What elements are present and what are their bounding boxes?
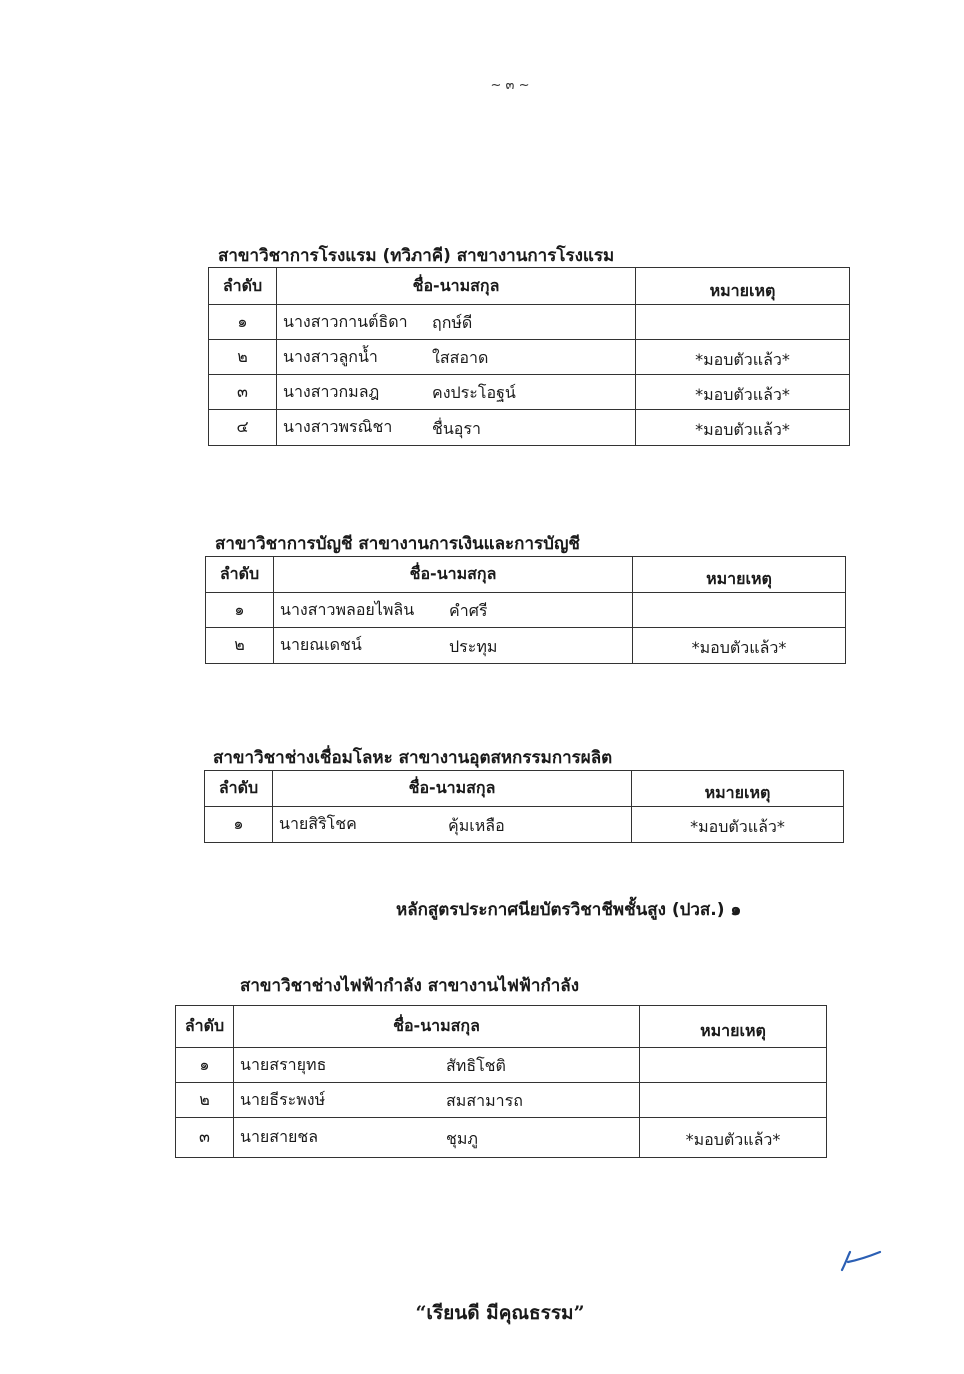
row-name [277,375,636,410]
row-no: ๒ [206,628,274,664]
table-electrical [175,1005,827,1158]
header-no: ลำดับ [209,268,277,305]
table-row [209,340,850,375]
first-name: นางสาวลูกน้ำ [283,346,378,366]
row-remark [633,593,846,628]
last-name: ชื่นอุรา [432,418,481,438]
row-name [277,305,636,340]
header-no: ลำดับ [205,771,273,807]
row-remark: *มอบตัวแล้ว* [640,1118,827,1158]
row-no: ๔ [209,410,277,446]
row-name [234,1118,640,1158]
header-name: ชื่อ-นามสกุล [277,268,636,305]
table-header-row [209,268,850,305]
table-header-row [176,1006,827,1048]
row-name [234,1083,640,1118]
table-row [206,593,846,628]
row-name [274,628,633,664]
header-no: ลำดับ [206,557,274,593]
header-remark: หมายเหตุ [632,771,844,807]
table-welding [204,770,844,843]
section-title-hotel: สาขาวิชาการโรงแรม (ทวิภาคี) สาขางานการโรงแรม [218,246,615,266]
table-row [209,375,850,410]
section-title-electrical: สาขาวิชาช่างไฟฟ้ากำลัง สาขางานไฟฟ้ากำลัง [240,976,580,996]
table-row [176,1118,827,1158]
row-remark: *มอบตัวแล้ว* [636,375,850,410]
last-name: คงประโอฐน์ [432,382,516,402]
row-remark: *มอบตัวแล้ว* [632,807,844,843]
table-row [206,628,846,664]
row-no: ๑ [206,593,274,628]
last-name: ฤกษ์ดี [432,312,473,332]
header-name: ชื่อ-นามสกุล [273,771,632,807]
row-no: ๑ [176,1048,234,1083]
row-remark: *มอบตัวแล้ว* [636,410,850,446]
header-remark: หมายเหตุ [633,557,846,593]
last-name: คำศรี [449,600,488,620]
row-remark [640,1048,827,1083]
row-no: ๑ [209,305,277,340]
first-name: นางสาวกานต์ธิดา [283,311,408,331]
row-no: ๒ [176,1083,234,1118]
row-name [234,1048,640,1083]
program-heading: หลักสูตรประกาศนียบัตรวิชาชีพชั้นสูง (ปวส.) ๑ [396,900,742,920]
signature-mark [838,1248,884,1274]
last-name: คุ้มเหลือ [448,815,505,835]
row-no: ๓ [209,375,277,410]
row-remark: *มอบตัวแล้ว* [636,340,850,375]
row-name [277,340,636,375]
header-name: ชื่อ-นามสกุล [234,1006,640,1048]
row-remark [636,305,850,340]
header-remark: หมายเหตุ [636,268,850,305]
header-no: ลำดับ [176,1006,234,1048]
motto: “เรียนดี มีคุณธรรม” [415,1302,585,1324]
last-name: ชุมภู [446,1128,478,1148]
header-name: ชื่อ-นามสกุล [274,557,633,593]
section-title-welding: สาขาวิชาช่างเชื่อมโลหะ สาขางานอุตสหกรรมการผลิต [213,748,613,768]
table-row [209,305,850,340]
first-name: นายณเดชน์ [280,635,362,654]
row-name [273,807,632,843]
row-name [274,593,633,628]
row-name [277,410,636,446]
last-name: สมสามารถ [446,1090,523,1110]
row-remark [640,1083,827,1118]
table-row [205,807,844,843]
table-header-row [206,557,846,593]
first-name: นายสิริโชค [279,814,357,833]
row-no: ๓ [176,1118,234,1158]
row-no: ๑ [205,807,273,843]
section-title-accounting: สาขาวิชาการบัญชี สาขางานการเงินและการบัญชี [215,534,580,554]
table-accounting [205,556,846,664]
table-hotel [208,267,850,446]
table-row [176,1083,827,1118]
first-name: นางสาวพรณิชา [283,417,393,436]
table-row [176,1048,827,1083]
table-row [209,410,850,446]
row-no: ๒ [209,340,277,375]
first-name: นายธีระพงษ์ [240,1089,326,1109]
last-name: สัทธิโชติ [446,1055,506,1075]
first-name: นางสาวพลอยไพลิน [280,599,415,619]
header-remark: หมายเหตุ [640,1006,827,1048]
first-name: นายสายชล [240,1127,319,1146]
last-name: ประทุม [449,636,498,656]
first-name: นายสรายุทธ [240,1054,327,1074]
row-remark: *มอบตัวแล้ว* [633,628,846,664]
page-number: ~ ๓ ~ [490,78,530,93]
first-name: นางสาวกมลฎ [283,381,380,401]
last-name: ใสสอาด [432,347,489,367]
table-header-row [205,771,844,807]
